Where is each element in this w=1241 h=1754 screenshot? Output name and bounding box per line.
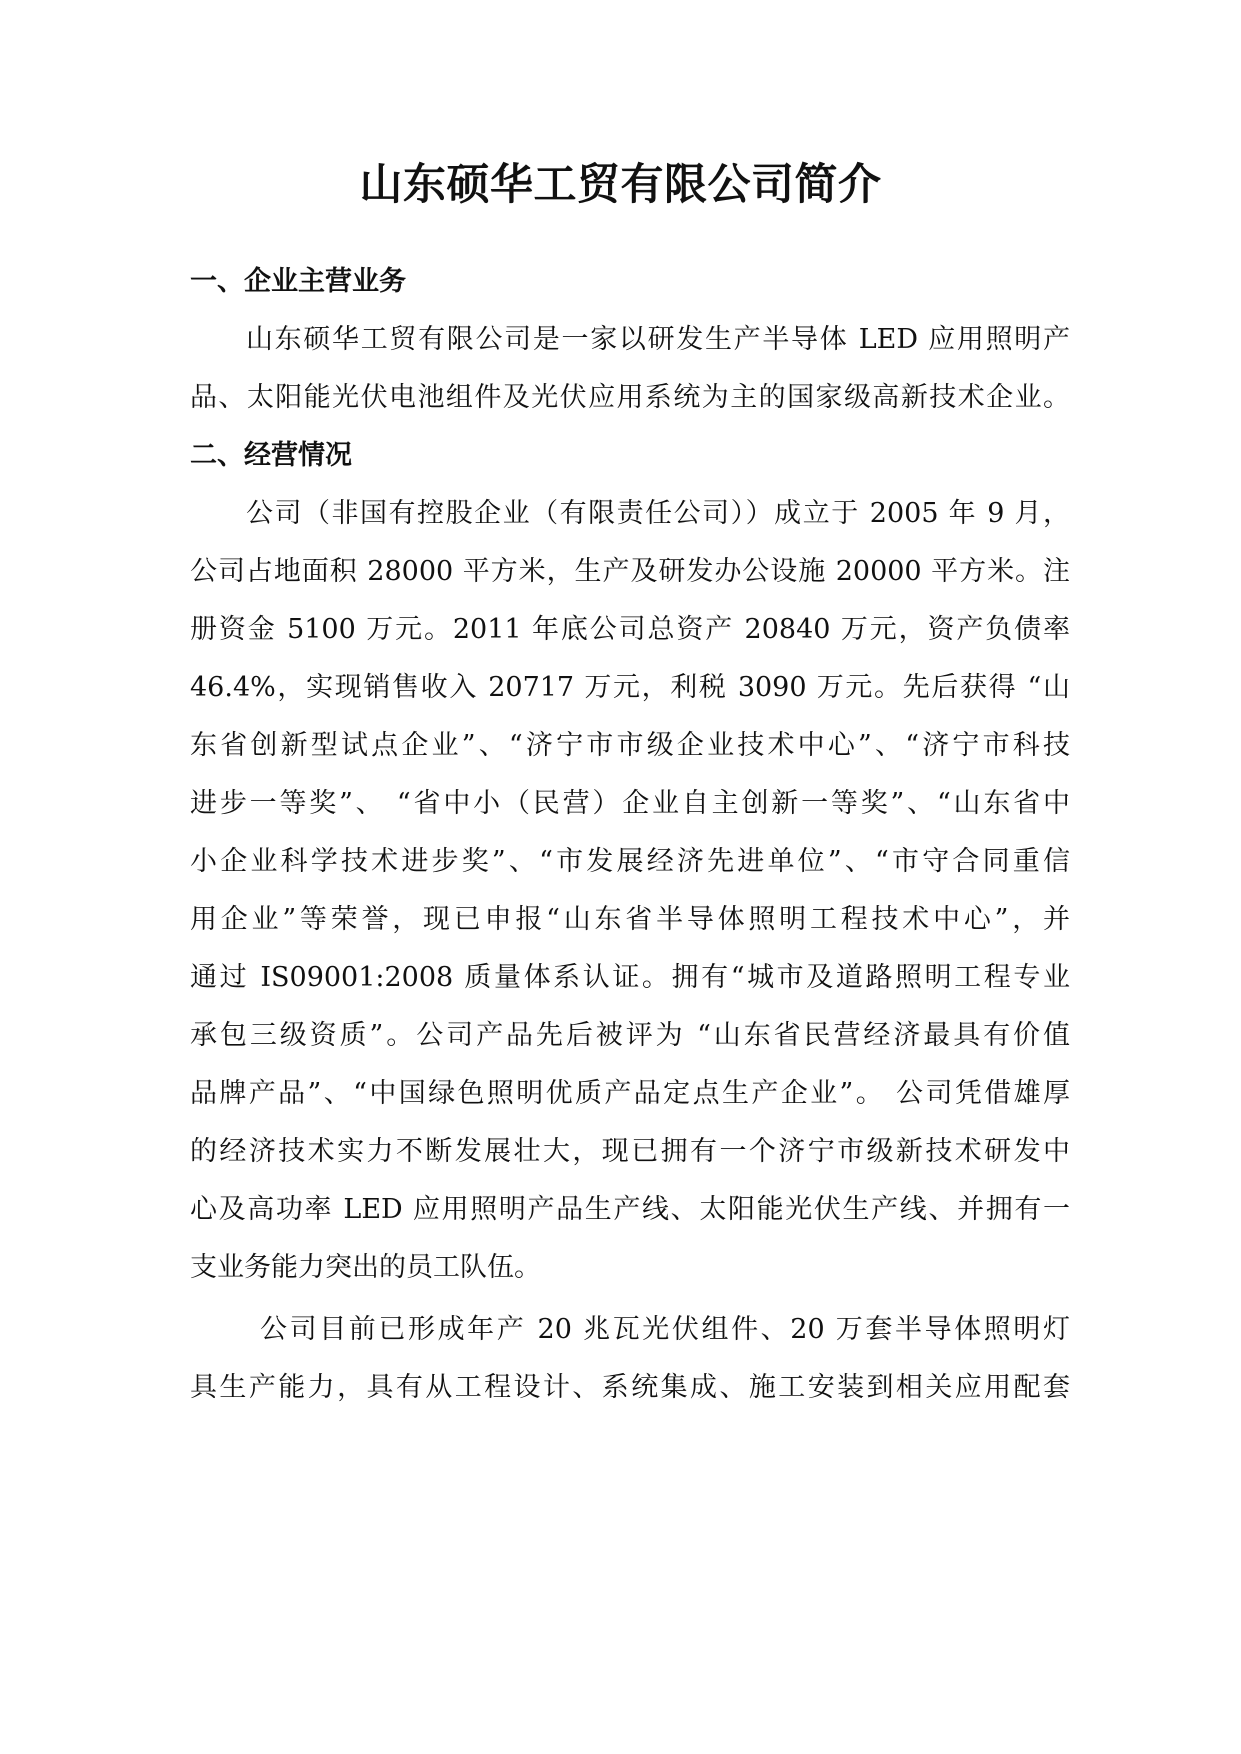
paragraph-line: 的经济技术实力不断发展壮大，现已拥有一个济宁市级新技术研发中: [190, 1136, 1070, 1167]
paragraph-line: 东省创新型试点企业”、“济宁市市级企业技术中心”、“济宁市科技: [190, 730, 1070, 761]
paragraph-line: 公司（非国有控股企业（有限责任公司））成立于 2005 年 9 月，: [246, 498, 1070, 529]
paragraph-line: 小企业科学技术进步奖”、“市发展经济先进单位”、“市守合同重信: [190, 846, 1070, 877]
paragraph-line: 进步一等奖”、 “省中小（民营）企业自主创新一等奖”、“山东省中: [190, 788, 1070, 819]
paragraph-line: 册资金 5100 万元。2011 年底公司总资产 20840 万元，资产负债率: [190, 614, 1070, 645]
paragraph-line: 承包三级资质”。公司产品先后被评为 “山东省民营经济最具有价值: [190, 1020, 1070, 1051]
paragraph-line: 支业务能力突出的员工队伍。: [190, 1252, 541, 1283]
paragraph-line: 公司占地面积 28000 平方米，生产及研发办公设施 20000 平方米。注: [190, 556, 1070, 587]
paragraph-line: 具生产能力，具有从工程设计、系统集成、施工安装到相关应用配套: [190, 1372, 1070, 1403]
paragraph-line: 品、太阳能光伏电池组件及光伏应用系统为主的国家级高新技术企业。: [190, 382, 1070, 413]
section-heading-main-business: 一、企业主营业务: [190, 266, 406, 297]
paragraph-line: 用企业”等荣誉，现已申报“山东省半导体照明工程技术中心”，并: [190, 904, 1070, 935]
paragraph-line: 公司目前已形成年产 20 兆瓦光伏组件、20 万套半导体照明灯: [260, 1314, 1070, 1345]
paragraph-line: 通过 IS09001:2008 质量体系认证。拥有“城市及道路照明工程专业: [190, 962, 1070, 993]
document-title: 山东硕华工贸有限公司简介: [359, 160, 882, 210]
paragraph-line: 心及高功率 LED 应用照明产品生产线、太阳能光伏生产线、并拥有一: [190, 1194, 1070, 1225]
section-heading-operations: 二、经营情况: [190, 440, 352, 471]
paragraph-line: 46.4%，实现销售收入 20717 万元，利税 3090 万元。先后获得 “山: [190, 672, 1070, 703]
paragraph-line: 山东硕华工贸有限公司是一家以研发生产半导体 LED 应用照明产: [246, 324, 1070, 355]
paragraph-line: 品牌产品”、“中国绿色照明优质产品定点生产企业”。 公司凭借雄厚: [190, 1078, 1070, 1109]
